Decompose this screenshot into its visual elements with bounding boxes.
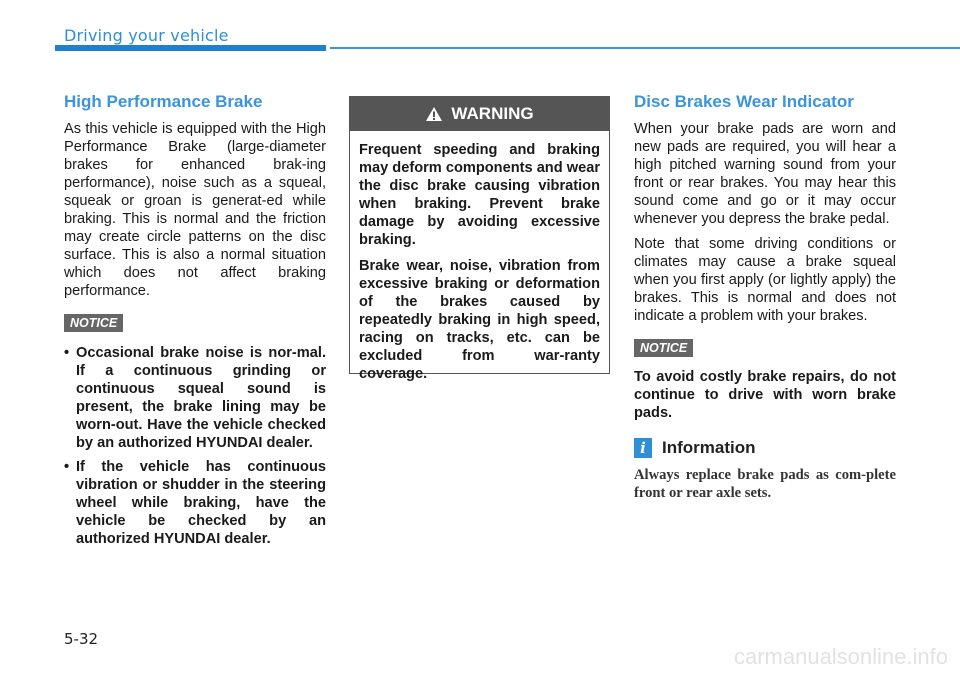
brake-noise-paragraph: As this vehicle is equipped with the High Performance Brake (large-diameter brakes for enhanced brak-ing performance), noise such as a squeal, squeak or groan is generat-ed while braking. This is normal and the friction may create circle patterns on the disc surface. This is also a normal situation which does not affect braking performance. [64, 121, 326, 299]
notice-badge: NOTICE [634, 339, 693, 357]
information-header [634, 438, 896, 458]
information-title: Information [662, 438, 756, 457]
heading-high-performance-brake: High Performance Brake [64, 92, 263, 111]
left-column [64, 92, 326, 554]
warning-label: WARNING [451, 104, 534, 123]
header-rule-thin [330, 47, 960, 49]
warning-header [350, 97, 609, 131]
warning-triangle-icon [425, 106, 443, 122]
list-item: • Occasional brake noise is nor-mal. If a continuous grinding or continuous squeal sound is present, the brake lining may be worn-out. Have the vehicle checked by an authorized HYUNDAI dealer. [64, 344, 326, 452]
notice-text: To avoid costly brake repairs, do not continue to drive with worn brake pads. [634, 369, 896, 421]
right-column [634, 92, 896, 502]
warning-box [349, 96, 610, 382]
brake-squeal-paragraph: Note that some driving conditions or climates may cause a brake squeal when you first apply (or lightly apply) the brakes. This is normal and does not indicate a problem with your brakes. [634, 236, 896, 324]
wear-indicator-paragraph: When your brake pads are worn and new pads are required, you will hear a high pitched warning sound from your front or rear brakes. You may hear this sound come and go or it may occur whenever you depress the brake pedal. [634, 121, 896, 227]
warning-body [350, 131, 609, 383]
header-rule-thick [55, 45, 326, 51]
watermark: carmanualsonline.info [733, 644, 948, 669]
heading-disc-brakes-wear-indicator: Disc Brakes Wear Indicator [634, 92, 854, 111]
warning-paragraph: Frequent speeding and braking may deform components and wear the disc brake causing vibration when braking. Prevent brake damage by avoiding excessive braking. [359, 142, 600, 248]
section-title: Driving your vehicle [64, 26, 229, 45]
notice-badge: NOTICE [64, 314, 123, 332]
notice-bullet-list [64, 344, 326, 548]
warning-paragraph: Brake wear, noise, vibration from excessive braking or deformation of the brakes caused by repeatedly braking in high speed, racing on tracks, etc. can be excluded from war-ranty coverage. [359, 258, 600, 382]
information-text: Always replace brake pads as com-plete front or rear axle sets. [634, 467, 896, 501]
info-icon: i [634, 438, 652, 458]
page-number: 5-32 [64, 630, 99, 648]
list-item: • If the vehicle has continuous vibration or shudder in the steering wheel while braking, have the vehicle be checked by an authorized HYUNDAI dealer. [64, 458, 326, 548]
